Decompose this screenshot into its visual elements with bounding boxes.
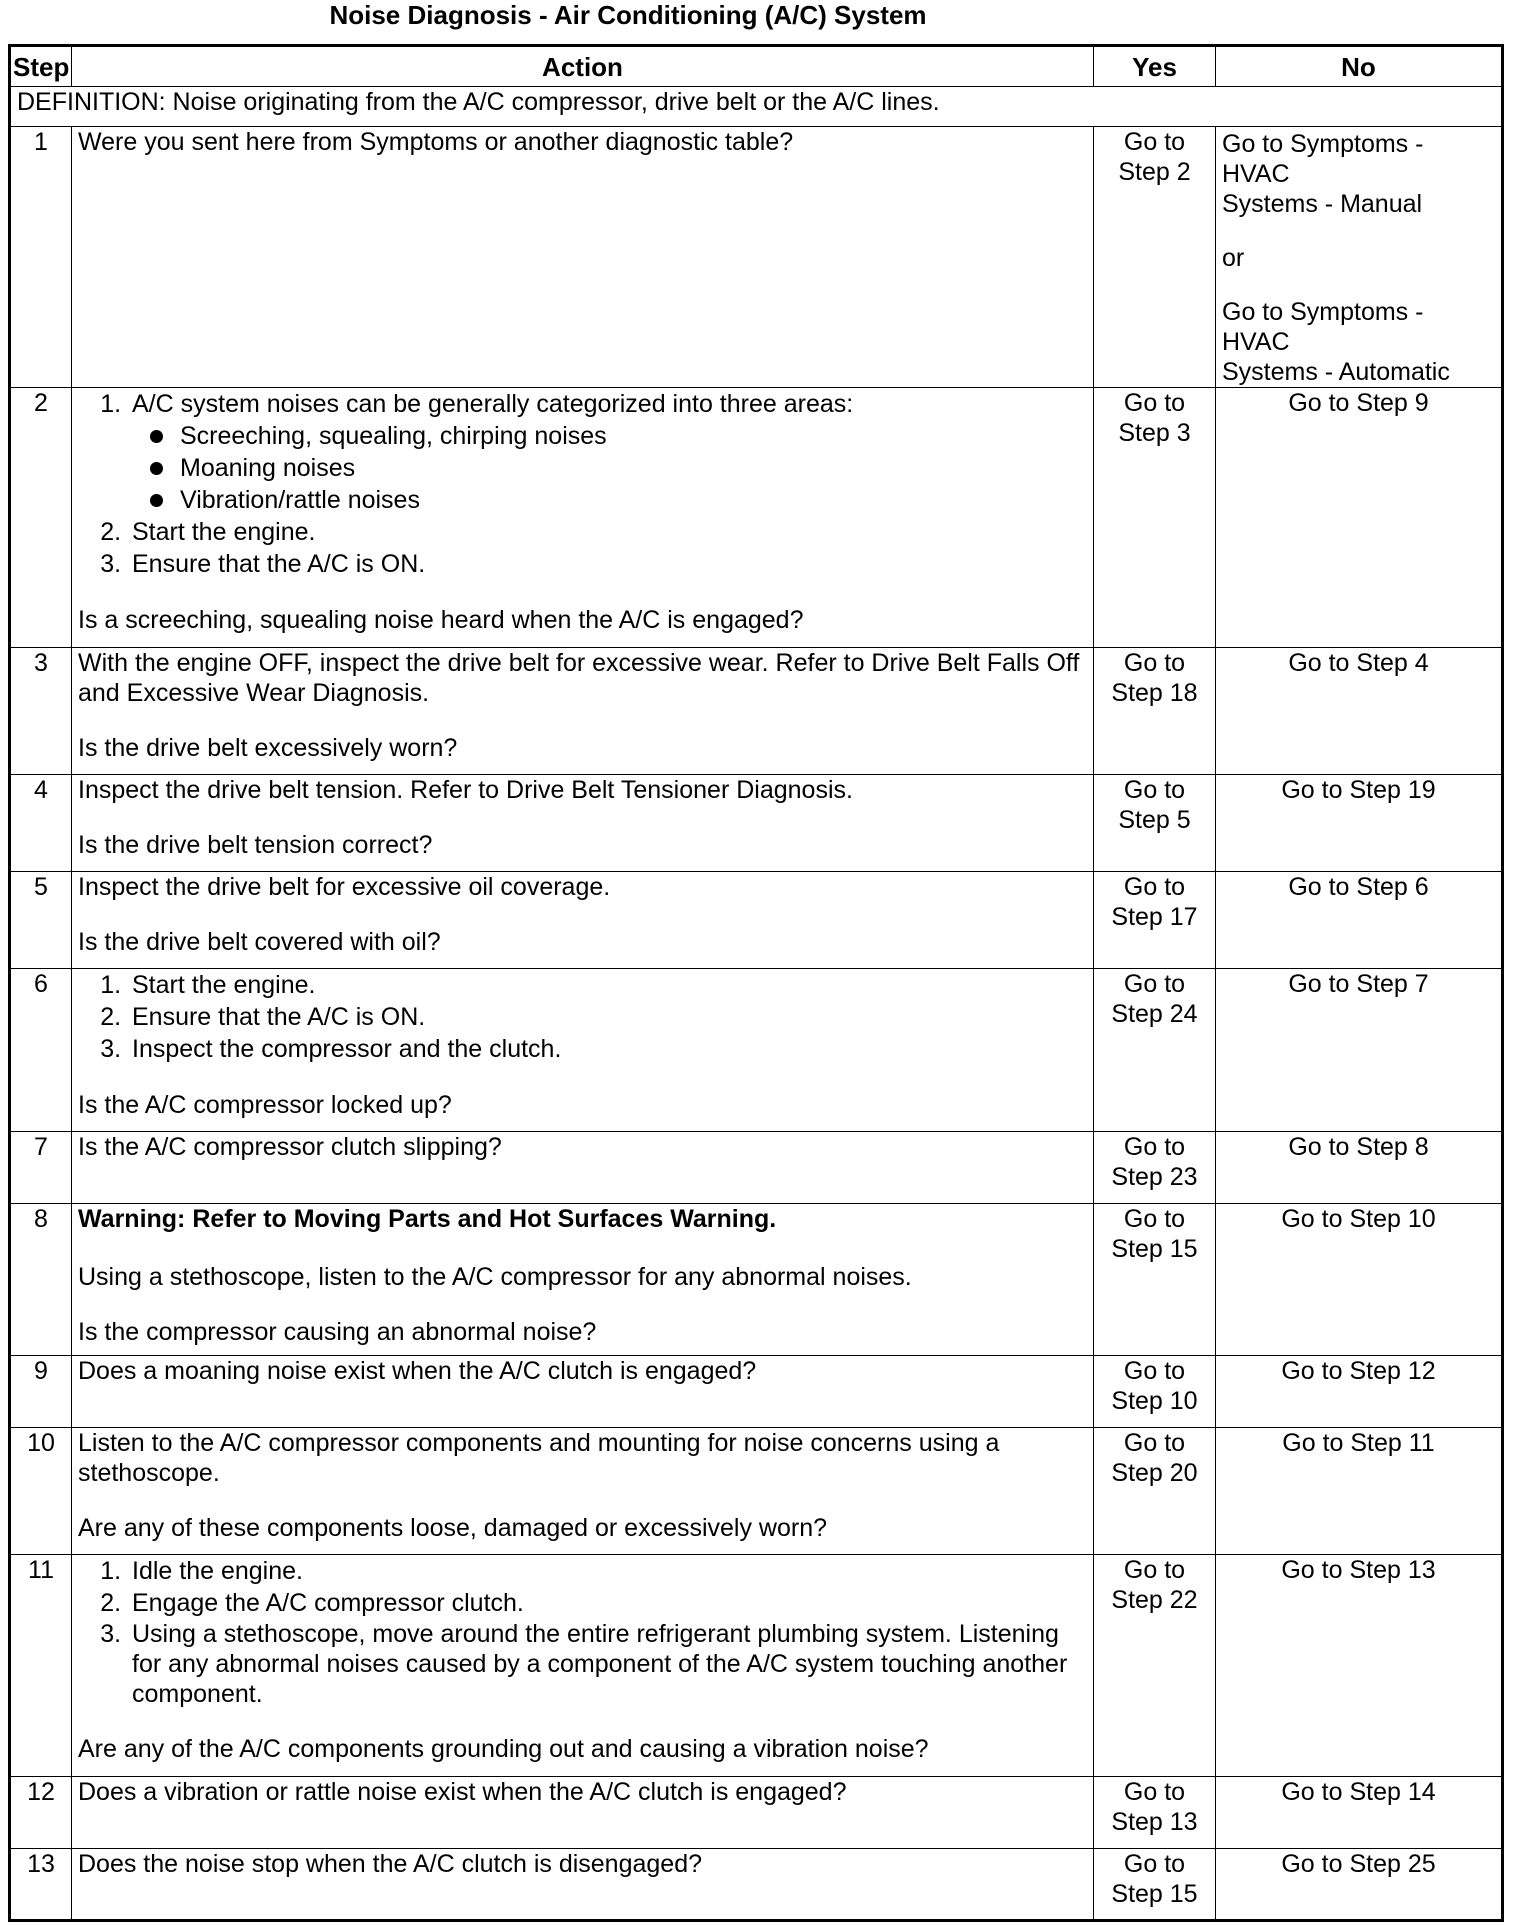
- action-cell: [72, 1132, 1094, 1204]
- action-text: Inspect the drive belt for excessive oil coverage.: [78, 873, 611, 901]
- no-line: Systems - Manual: [1222, 190, 1423, 218]
- no-line: or: [1222, 244, 1245, 272]
- yes-line: Step 22: [1111, 1586, 1198, 1614]
- yes-line: Step 18: [1111, 679, 1198, 707]
- yes-line: Go to: [1123, 1778, 1186, 1806]
- no-cell: Go to Step 11: [1216, 1428, 1503, 1555]
- action-question: Is the drive belt covered with oil?: [78, 928, 441, 956]
- yes-cell: [1094, 1132, 1216, 1204]
- yes-line: Go to: [1123, 389, 1186, 417]
- spacer: [78, 1292, 1087, 1317]
- yes-cell: [1094, 1777, 1216, 1849]
- step-number: 8: [10, 1204, 72, 1356]
- yes-line: Step 20: [1111, 1459, 1198, 1487]
- action-list: [78, 388, 1087, 580]
- header-row: [10, 46, 1503, 87]
- yes-cell: [1094, 1849, 1216, 1921]
- table-row: [10, 1428, 1503, 1555]
- no-line: Systems - Automatic: [1222, 358, 1450, 386]
- table-row: [10, 1356, 1503, 1428]
- yes-cell: [1094, 388, 1216, 648]
- table-row: [10, 1204, 1503, 1356]
- yes-line: Go to: [1123, 1850, 1186, 1878]
- no-cell: Go to Step 14: [1216, 1777, 1503, 1849]
- table-row: [10, 388, 1503, 648]
- table-row: [10, 872, 1503, 969]
- no-cell: Go to Step 9: [1216, 388, 1503, 648]
- definition-text: DEFINITION: Noise originating from the A/C compressor, drive belt or the A/C lines.: [10, 87, 1503, 127]
- action-text: Listen to the A/C compressor components and mounting for noise concerns using a stethoscope.: [78, 1429, 1000, 1487]
- yes-line: Step 5: [1118, 806, 1191, 834]
- no-line: Go to Symptoms - HVAC: [1222, 298, 1424, 356]
- yes-line: Step 15: [1111, 1880, 1198, 1908]
- bullet-list: [132, 420, 1087, 516]
- no-line: Go to Symptoms - HVAC: [1222, 130, 1424, 188]
- table-row: [10, 1555, 1503, 1777]
- yes-cell: [1094, 648, 1216, 775]
- yes-line: Go to: [1123, 1205, 1186, 1233]
- step-number: 13: [10, 1849, 72, 1921]
- action-cell: [72, 1849, 1094, 1921]
- action-cell: [72, 127, 1094, 388]
- step-number: 9: [10, 1356, 72, 1428]
- list-item: 1. Start the engine.: [128, 969, 1087, 1001]
- spacer: [78, 805, 1087, 830]
- action-question: Are any of the A/C components grounding out and causing a vibration noise?: [78, 1735, 929, 1763]
- no-cell: Go to Step 4: [1216, 648, 1503, 775]
- action-cell: [72, 1204, 1094, 1356]
- table-row: [10, 1132, 1503, 1204]
- table-row: [10, 969, 1503, 1132]
- action-cell: [72, 969, 1094, 1132]
- no-cell: Go to Step 7: [1216, 969, 1503, 1132]
- spacer: [78, 902, 1087, 927]
- step-number: 5: [10, 872, 72, 969]
- header-step: Step: [10, 46, 72, 87]
- spacer: [78, 708, 1087, 733]
- action-question: Is the drive belt tension correct?: [78, 831, 433, 859]
- step-number: 10: [10, 1428, 72, 1555]
- yes-line: Go to: [1123, 128, 1186, 156]
- yes-line: Step 23: [1111, 1163, 1198, 1191]
- list-item: 3. Inspect the compressor and the clutch.: [128, 1033, 1087, 1065]
- action-list: [78, 1555, 1087, 1709]
- action-cell: [72, 872, 1094, 969]
- step-number: 7: [10, 1132, 72, 1204]
- bullet-item: Moaning noises: [176, 452, 1087, 484]
- step-number: 1: [10, 127, 72, 388]
- action-cell: [72, 388, 1094, 648]
- yes-line: Step 10: [1111, 1387, 1198, 1415]
- action-question: Is the A/C compressor clutch slipping?: [78, 1133, 502, 1161]
- action-question: Does the noise stop when the A/C clutch is disengaged?: [78, 1850, 703, 1878]
- table-row: [10, 775, 1503, 872]
- action-question: Does a moaning noise exist when the A/C clutch is engaged?: [78, 1357, 757, 1385]
- action-list: [78, 969, 1087, 1065]
- list-item: 1. Idle the engine.: [128, 1555, 1087, 1587]
- yes-line: Go to: [1123, 649, 1186, 677]
- action-cell: [72, 775, 1094, 872]
- no-cell: [1216, 127, 1503, 388]
- warning-text: Warning: Refer to Moving Parts and Hot Surfaces Warning.: [78, 1205, 777, 1233]
- yes-line: Go to: [1123, 1133, 1186, 1161]
- yes-cell: [1094, 1555, 1216, 1777]
- bullet-item: Screeching, squealing, chirping noises: [176, 420, 1087, 452]
- no-cell: Go to Step 8: [1216, 1132, 1503, 1204]
- yes-line: Go to: [1123, 1357, 1186, 1385]
- table-row: [10, 648, 1503, 775]
- action-text: Inspect the drive belt tension. Refer to Drive Belt Tensioner Diagnosis.: [78, 776, 853, 804]
- action-cell: [72, 1356, 1094, 1428]
- action-cell: [72, 1428, 1094, 1555]
- yes-line: Go to: [1123, 970, 1186, 998]
- header-action: Action: [72, 46, 1094, 87]
- header-no: No: [1216, 46, 1503, 87]
- bullet-item: Vibration/rattle noises: [176, 484, 1087, 516]
- list-item: 3. Ensure that the A/C is ON.: [128, 548, 1087, 580]
- spacer: [78, 1065, 1087, 1090]
- spacer: [78, 580, 1087, 605]
- list-item: 2. Engage the A/C compressor clutch.: [128, 1587, 1087, 1619]
- action-cell: [72, 1555, 1094, 1777]
- spacer: [78, 1709, 1087, 1734]
- action-question: Is the drive belt excessively worn?: [78, 734, 458, 762]
- spacer: [78, 1488, 1087, 1513]
- table-row: [10, 127, 1503, 388]
- step-number: 2: [10, 388, 72, 648]
- yes-cell: [1094, 1356, 1216, 1428]
- no-cell: Go to Step 6: [1216, 872, 1503, 969]
- yes-line: Step 3: [1118, 419, 1191, 447]
- yes-cell: [1094, 127, 1216, 388]
- yes-cell: [1094, 1428, 1216, 1555]
- action-question: Are any of these components loose, damaged or excessively worn?: [78, 1514, 828, 1542]
- yes-line: Step 13: [1111, 1808, 1198, 1836]
- yes-line: Step 17: [1111, 903, 1198, 931]
- spacer: [78, 1234, 1087, 1262]
- action-question: Is the compressor causing an abnormal noise?: [78, 1318, 597, 1346]
- no-cell: Go to Step 10: [1216, 1204, 1503, 1356]
- action-question: Does a vibration or rattle noise exist when the A/C clutch is engaged?: [78, 1778, 847, 1806]
- no-cell: Go to Step 25: [1216, 1849, 1503, 1921]
- action-cell: [72, 1777, 1094, 1849]
- definition-row: [10, 87, 1503, 127]
- yes-cell: [1094, 969, 1216, 1132]
- yes-line: Step 2: [1118, 158, 1191, 186]
- action-question: Is a screeching, squealing noise heard when the A/C is engaged?: [78, 606, 804, 634]
- no-cell: Go to Step 13: [1216, 1555, 1503, 1777]
- list-item: 3. Using a stethoscope, move around the entire refrigerant plumbing system. Listening for any abnormal noises caused by a component of the A/C system touching another component.: [128, 1619, 1087, 1709]
- document-title: Noise Diagnosis - Air Conditioning (A/C) System: [329, 0, 927, 30]
- list-item: [128, 388, 1087, 516]
- table-row: [10, 1849, 1503, 1921]
- list-item: 2. Start the engine.: [128, 516, 1087, 548]
- yes-cell: [1094, 775, 1216, 872]
- action-text: With the engine OFF, inspect the drive belt for excessive wear. Refer to Drive Belt Falls Off and Excessive Wear Diagnosis.: [78, 649, 1080, 707]
- yes-cell: [1094, 1204, 1216, 1356]
- yes-line: Go to: [1123, 1429, 1186, 1457]
- step-number: 3: [10, 648, 72, 775]
- step-number: 6: [10, 969, 72, 1132]
- yes-cell: [1094, 872, 1216, 969]
- no-cell: Go to Step 19: [1216, 775, 1503, 872]
- yes-line: Step 15: [1111, 1235, 1198, 1263]
- step-number: 4: [10, 775, 72, 872]
- header-yes: Yes: [1094, 46, 1216, 87]
- list-item-text: A/C system noises can be generally categorized into three areas:: [132, 390, 854, 418]
- diagnosis-table: [8, 44, 1504, 1922]
- action-question: Is the A/C compressor locked up?: [78, 1091, 452, 1119]
- yes-line: Go to: [1123, 776, 1186, 804]
- step-number: 11: [10, 1555, 72, 1777]
- action-text: Using a stethoscope, listen to the A/C compressor for any abnormal noises.: [78, 1263, 912, 1291]
- yes-line: Step 24: [1111, 1000, 1198, 1028]
- action-question: Were you sent here from Symptoms or another diagnostic table?: [78, 128, 794, 156]
- table-row: [10, 1777, 1503, 1849]
- step-number: 12: [10, 1777, 72, 1849]
- no-cell: Go to Step 12: [1216, 1356, 1503, 1428]
- yes-line: Go to: [1123, 1556, 1186, 1584]
- yes-line: Go to: [1123, 873, 1186, 901]
- list-item: 2. Ensure that the A/C is ON.: [128, 1001, 1087, 1033]
- action-cell: [72, 648, 1094, 775]
